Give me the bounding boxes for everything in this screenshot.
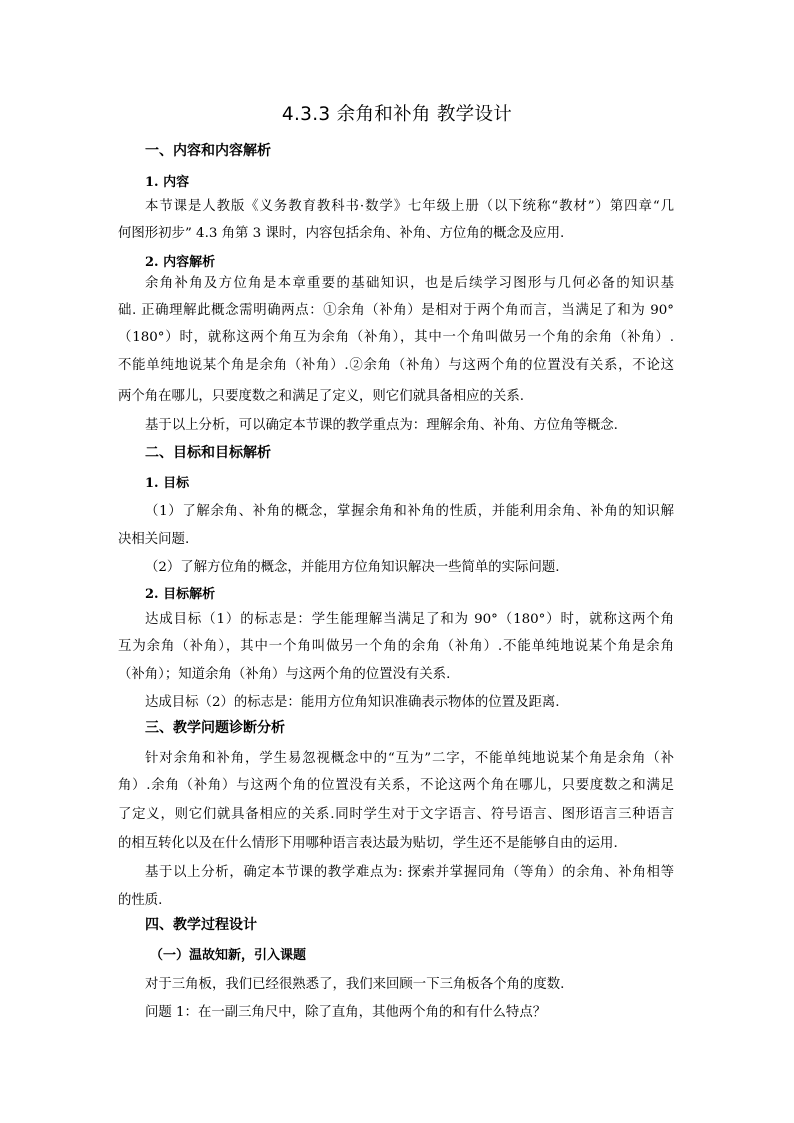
question-line: 问题 1：在一副三角尺中，除了直角，其他两个角的和有什么特点？ [145, 1005, 547, 1020]
paragraph-line: 何图形初步” 4.3 角第 3 课时，内容包括余角、补角、方位角的概念及应用. [118, 226, 565, 241]
paragraph-line: 基于以上分析，可以确定本节课的教学重点为：理解余角、补角、方位角等概念. [145, 418, 618, 433]
paragraph-line: （1）了解余角、补角的概念，掌握余角和补角的性质，并能利用余角、补角的知识解 [145, 504, 674, 519]
paragraph-line: （补角）；知道余角（补角）与这两个角的位置没有关系. [118, 667, 451, 682]
section-heading-diagnosis: 三、教学问题诊断分析 [145, 720, 285, 736]
subheading-content: 1. 内容 [145, 175, 190, 190]
paragraph-line: 两个角在哪儿，只要度数之和满足了定义，则它们就具备相应的关系. [118, 389, 524, 404]
paragraph-line: 的性质. [118, 893, 163, 908]
paragraph-line: （180°）时，就称这两个角互为余角（补角），其中一个角叫做另一个角的余角（补角）. [118, 330, 674, 345]
paragraph-line: 的相互转化以及在什么情形下用哪种语言表达最为贴切，学生还不是能够自由的运用. [118, 836, 618, 851]
paragraph-line: 对于三角板，我们已经很熟悉了，我们来回顾一下三角板各个角的度数. [145, 977, 565, 992]
paragraph-line: 针对余角和补角，学生易忽视概念中的“互为”二字，不能单纯地说某个角是余角（补 [145, 751, 674, 766]
paragraph-line: 角）.余角（补角）与这两个角的位置没有关系，不论这两个角在哪儿，只要度数之和满足 [118, 778, 674, 793]
paragraph-line: 互为余角（补角），其中一个角叫做另一个角的余角（补角）.不能单纯地说某个角是余角 [118, 639, 674, 654]
section-heading-process: 四、教学过程设计 [145, 917, 257, 933]
paragraph-line: 余角补角及方位角是本章重要的基础知识，也是后续学习图形与几何必备的知识基 [145, 276, 674, 291]
page-title: 4.3.3 余角和补角 教学设计 [281, 104, 513, 125]
paragraph-line: 达成目标（1）的标志是：学生能理解当满足了和为 90°（180°）时，就称这两个角 [145, 612, 674, 627]
section-heading-goals: 二、目标和目标解析 [145, 445, 271, 461]
paragraph-line: 决相关问题. [118, 532, 190, 547]
section-heading-content: 一、内容和内容解析 [145, 143, 271, 159]
paragraph-line: 本节课是人教版《义务教育教科书·数学》七年级上册（以下统称“教材”）第四章“几 [145, 199, 674, 214]
subheading-goal-analysis: 2. 目标解析 [145, 587, 216, 602]
paragraph-line: 基于以上分析，确定本节课的教学难点为: 探索并掌握同角（等角）的余角、补角相等 [145, 865, 674, 880]
subheading-content-analysis: 2. 内容解析 [145, 255, 216, 270]
paragraph-line: （2）了解方位角的概念，并能用方位角知识解决一些简单的实际问题. [145, 560, 560, 575]
subheading-review: （一）温故知新，引入课题 [150, 948, 307, 963]
paragraph-line: 不能单纯地说某个角是余角（补角）.②余角（补角）与这两个角的位置没有关系，不论这 [118, 358, 674, 373]
paragraph-line: 了定义，则它们就具备相应的关系.同时学生对于文字语言、符号语言、图形语言三种语言 [118, 807, 674, 822]
subheading-goals: 1. 目标 [145, 476, 190, 491]
paragraph-line: 础. 正确理解此概念需明确两点：①余角（补角）是相对于两个角而言，当满足了和为 90° [118, 303, 674, 318]
paragraph-line: 达成目标（2）的标志是：能用方位角知识准确表示物体的位置及距离. [145, 695, 560, 710]
